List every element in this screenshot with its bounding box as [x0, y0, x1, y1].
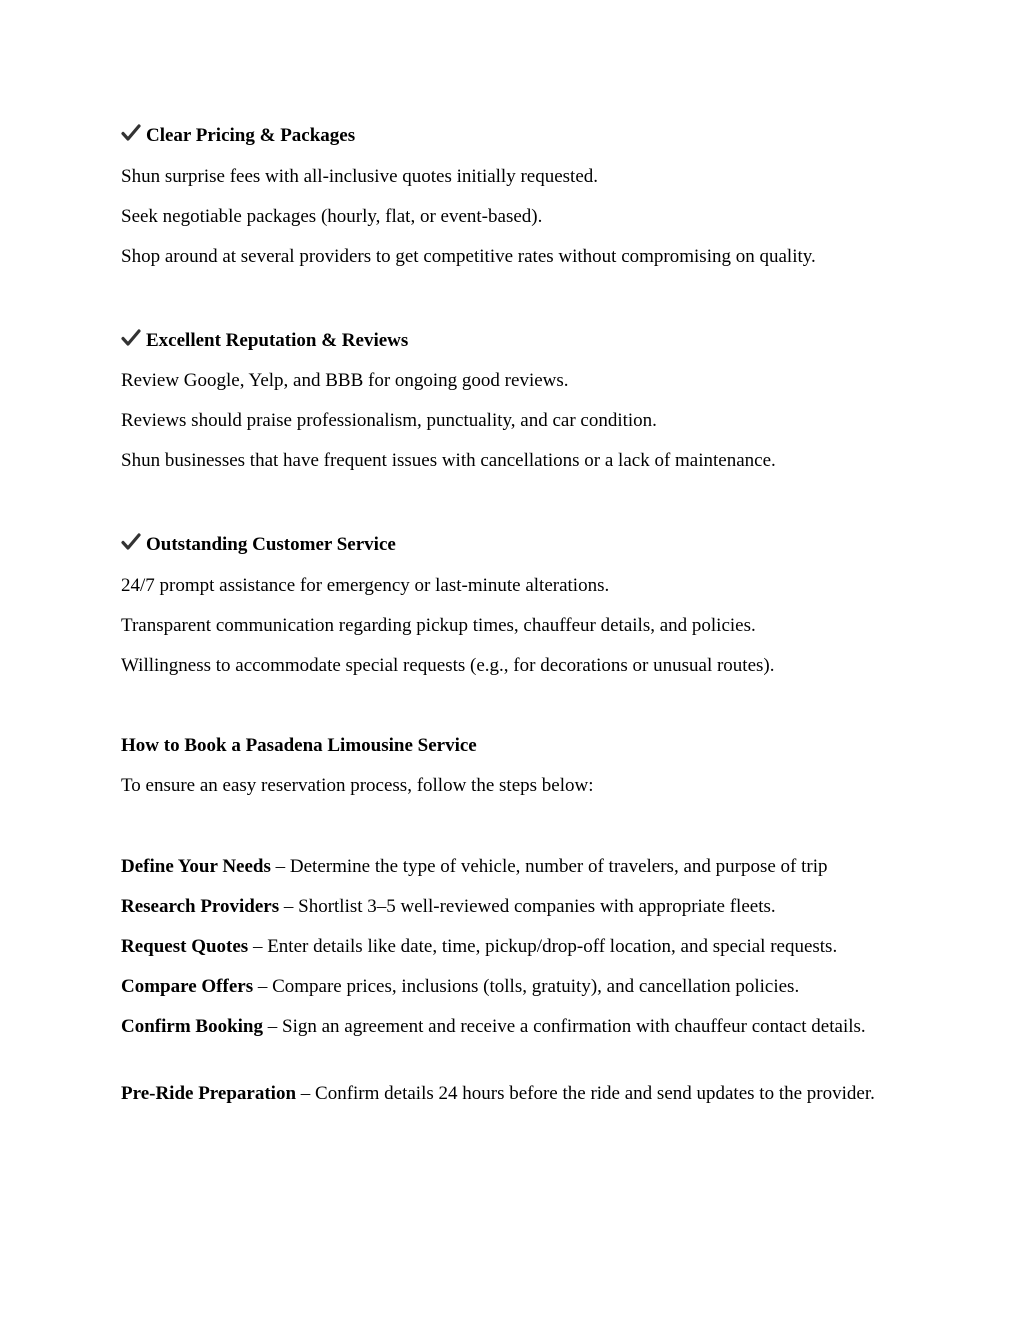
step-desc: – Confirm details 24 hours before the ride and send updates to the provider.: [296, 1083, 875, 1104]
list-item: Shun businesses that have frequent issues with cancellations or a lack of maintenance.: [121, 450, 776, 471]
step-term: Compare Offers: [121, 976, 254, 997]
step-term: Define Your Needs: [121, 856, 271, 877]
step-term: Confirm Booking: [121, 1016, 263, 1037]
list-item: Shun surprise fees with all-inclusive quotes initially requested.: [121, 166, 599, 187]
checkmark-icon: [121, 123, 141, 143]
step-desc: – Determine the type of vehicle, number of travelers, and purpose of trip: [270, 856, 828, 877]
step-item: [121, 937, 837, 956]
step-term: Research Providers: [121, 896, 280, 917]
checkmark-icon: [121, 328, 141, 348]
list-item: Willingness to accommodate special requests (e.g., for decorations or unusual routes).: [121, 655, 775, 676]
step-term: Pre-Ride Preparation: [121, 1083, 297, 1104]
step-item: [121, 1080, 891, 1107]
list-item: Transparent communication regarding pickup times, chauffeur details, and policies.: [121, 615, 756, 636]
list-item: Seek negotiable packages (hourly, flat, or event-based).: [121, 206, 543, 227]
booking-intro: To ensure an easy reservation process, follow the steps below:: [121, 775, 594, 796]
step-item: [121, 897, 776, 916]
step-desc: – Compare prices, inclusions (tolls, gratuity), and cancellation policies.: [253, 976, 800, 997]
step-term: Request Quotes: [121, 936, 249, 957]
list-item: Review Google, Yelp, and BBB for ongoing good reviews.: [121, 370, 569, 391]
section-heading-reputation: Excellent Reputation & Reviews: [121, 328, 408, 350]
list-item: Reviews should praise professionalism, punctuality, and car condition.: [121, 410, 657, 431]
step-desc: – Enter details like date, time, pickup/drop-off location, and special requests.: [248, 936, 838, 957]
checkmark-icon: [121, 532, 141, 552]
booking-title: How to Book a Pasadena Limousine Service: [121, 735, 477, 756]
step-desc: – Sign an agreement and receive a confirmation with chauffeur contact details.: [263, 1016, 866, 1037]
step-item: [121, 857, 828, 876]
step-item: [121, 977, 799, 996]
section-heading-customer-service: Outstanding Customer Service: [121, 532, 396, 554]
list-item: Shop around at several providers to get competitive rates without compromising on quality.: [121, 246, 816, 267]
list-item: 24/7 prompt assistance for emergency or last-minute alterations.: [121, 575, 610, 596]
section-heading-pricing: Clear Pricing & Packages: [121, 123, 355, 145]
step-desc: – Shortlist 3–5 well-reviewed companies with appropriate fleets.: [279, 896, 776, 917]
step-item: [121, 1013, 891, 1040]
